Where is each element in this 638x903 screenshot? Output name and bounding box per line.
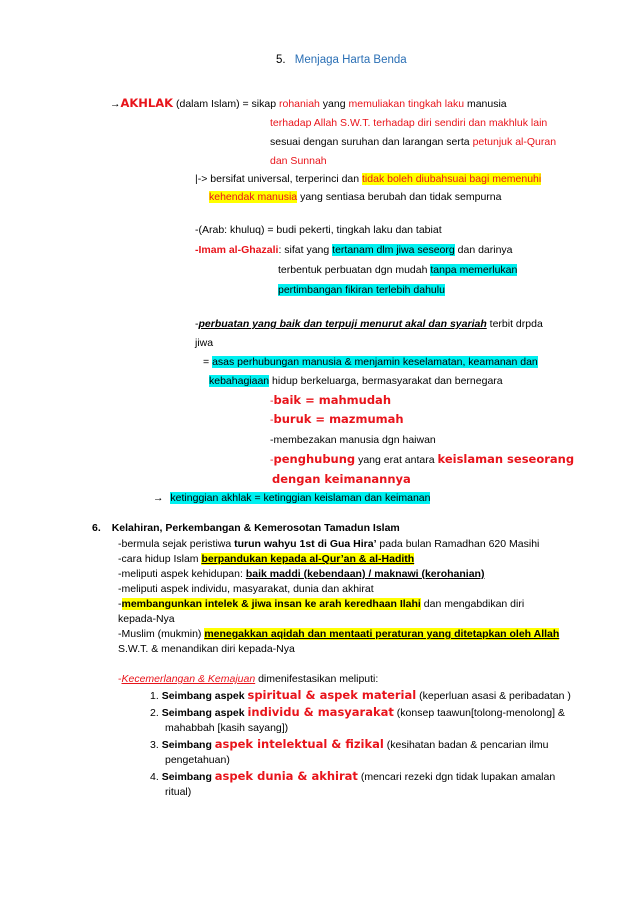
ghazali-text: : sifat yang: [278, 244, 333, 256]
section-6-heading: [92, 521, 400, 535]
asas-line-2: [209, 374, 503, 388]
kecemerlangan-line: -Kecemerlangan & Kemajuan dimenifestasikan meliputi:: [118, 673, 379, 685]
universal-line-2: [209, 190, 501, 204]
fizikal-word: fizikal: [345, 737, 384, 751]
s6-line-8: S.W.T. & menandikan diri kepada-Nya: [118, 643, 295, 655]
asas-highlight: asas perhubungan manusia & menjamin keselamatan, keamanan dan: [212, 356, 538, 368]
perbuatan-line: [195, 317, 543, 331]
buruk-line: -buruk = mazmumah: [270, 412, 404, 426]
s6-line-6: kepada-Nya: [118, 613, 175, 625]
ghazali-line-3: [278, 283, 445, 297]
s6-line-4: -meliputi aspek individu, masyarakat, dunia dan akhirat: [118, 583, 374, 595]
keimanan-word: dengan keimanannya: [272, 472, 411, 486]
perbuatan-dash: -: [195, 318, 199, 330]
section-5-title: Menjaga Harta Benda: [294, 54, 407, 66]
s6-line-5: -membangunkan intelek & jiwa insan ke arah keredhaan Ilahi dan mengabdikan diri: [118, 598, 525, 610]
arrow-right-icon: →: [110, 98, 121, 110]
perbuatan-line-2: jiwa: [195, 337, 214, 349]
ghazali-name: -Imam al-Ghazali: [195, 244, 279, 256]
material-word: aspek material: [319, 688, 417, 702]
kebahagiaan-highlight: kebahagiaan: [209, 375, 270, 387]
arab-definition: -(Arab: khuluq) = budi pekerti, tingkah laku dan tabiat: [195, 224, 442, 236]
akhlak-def-text-2: yang: [319, 98, 349, 110]
ghazali-l3-highlight: pertimbangan fikiran terlebih dahulu: [278, 284, 445, 296]
universal-text-2: yang sentiasa berubah dan tidak sempurna: [297, 191, 502, 203]
ghazali-l2-text: terbentuk perbuatan dgn mudah: [278, 264, 431, 276]
aqidah-highlight: menegakkan aqidah dan mentaati peraturan yang ditetapkan oleh Allah: [204, 628, 560, 640]
asas-line: [203, 355, 538, 369]
asas-text-2: hidup berkeluarga, bermasyarakat dan bernegara: [269, 375, 503, 387]
kecemerlangan-emphasis: Kecemerlangan & Kemajuan: [121, 673, 256, 685]
universal-text: |-> bersifat universal, terperinci dan: [195, 173, 363, 185]
list-item: 1. Seimbang aspek spiritual & aspek material (keperluan asasi & peribadatan ): [150, 688, 571, 702]
akhlak-definition: [110, 96, 507, 111]
ketinggian-line: [153, 491, 430, 505]
spiritual-word: spiritual: [247, 688, 302, 702]
section-5-heading: [276, 53, 407, 67]
akhlak-def-text: (dalam Islam) = sikap: [173, 98, 279, 110]
perbuatan-text: terbit drpda: [486, 318, 543, 330]
penghubung-word: penghubung: [273, 452, 356, 466]
ghazali-line: [195, 243, 513, 257]
intelektual-word: aspek intelektual: [214, 737, 328, 751]
kehendak-highlight: kehendak manusia: [209, 191, 298, 203]
membangunkan-highlight: membangunkan intelek & jiwa insan ke arah keredhaan Ilahi: [121, 598, 421, 610]
list-item-cont: ritual): [165, 786, 192, 798]
s6-line-3: -meliputi aspek kehidupan: baik maddi (kebendaan) / maknawi (kerohanian): [118, 568, 485, 580]
akhlak-def-line-2: terhadap Allah S.W.T. terhadap diri sendiri dan makhluk lain: [270, 117, 548, 129]
ghazali-highlight: tertanam dlm jiwa seseorg: [332, 244, 455, 256]
penghubung-line: -penghubung yang erat antara keislaman seseorang: [270, 452, 575, 466]
berpandukan-highlight: berpandukan kepada al-Qur’an & al-Hadith: [201, 553, 415, 565]
perbuatan-emphasis: perbuatan yang baik dan terpuji menurut akal dan syariah: [198, 318, 487, 330]
universal-highlight: tidak boleh diubahsuai bagi memenuhi: [362, 173, 542, 185]
akhlak-l3-text: sesuai dengan suruhan dan larangan serta: [270, 136, 473, 148]
list-item: 2. Seimbang aspek individu & masyarakat (konsep taawun[tolong-menolong] &: [150, 705, 565, 719]
akhlak-def-text-3: manusia: [464, 98, 507, 110]
list-item: 4. Seimbang aspek dunia & akhirat (mencari rezeki dgn tidak lupakan amalan: [150, 769, 556, 783]
dunia-word: aspek dunia: [214, 769, 294, 783]
akhlak-petunjuk: petunjuk al-Quran: [472, 136, 557, 148]
akhlak-word: AKHLAK: [120, 96, 174, 110]
ghazali-l2-highlight: tanpa memerlukan: [430, 264, 518, 276]
akhlak-memuliakan: memuliakan tingkah laku: [348, 98, 465, 110]
s6-line-7: -Muslim (mukmin) menegakkan aqidah dan mentaati peraturan yang ditetapkan oleh Allah: [118, 628, 560, 640]
s6-line-2: -cara hidup Islam berpandukan kepada al-Qur’an & al-Hadith: [118, 553, 415, 565]
s6-line-1: -bermula sejak peristiwa turun wahyu 1st di Gua Hira’ pada bulan Ramadhan 620 Masihi: [118, 538, 540, 550]
ghazali-text-2: dan darinya: [454, 244, 513, 256]
ketinggian-highlight: ketinggian akhlak = ketinggian keislaman dan keimanan: [170, 492, 431, 504]
penghubung-line-2: [272, 472, 411, 487]
section-6-number: 6.: [92, 522, 101, 534]
maddi-maknawi: baik maddi (kebendaan) / maknawi (kerohanian): [245, 568, 485, 580]
buruk-mazmumah: buruk = mazmumah: [273, 412, 404, 426]
keislaman-word: keislaman seseorang: [437, 452, 575, 466]
masyarakat-word: masyarakat: [317, 705, 394, 719]
list-item-cont: mahabbah [kasih sayang]): [165, 722, 289, 734]
membezakan-line: -membezakan manusia dgn haiwan: [270, 434, 436, 446]
ghazali-line-2: [278, 263, 517, 277]
wahyu-emphasis: turun wahyu 1st di Gua Hira’: [234, 538, 377, 550]
universal-line: [195, 172, 541, 186]
akhlak-def-line-4: dan Sunnah: [270, 155, 327, 167]
baik-mahmudah: baik = mahmudah: [273, 393, 392, 407]
arrow-right-icon: →: [153, 492, 164, 504]
section-6-title: Kelahiran, Perkembangan & Kemerosotan Tamadun Islam: [111, 522, 400, 534]
asas-equals: =: [203, 356, 213, 368]
list-item-cont: pengetahuan): [165, 754, 230, 766]
list-item: 3. Seimbang aspek intelektual & fizikal (kesihatan badan & pencarian ilmu: [150, 737, 549, 751]
akhirat-word: akhirat: [311, 769, 358, 783]
akhlak-rohaniah: rohaniah: [279, 98, 320, 110]
akhlak-def-line-3: [270, 135, 556, 149]
baik-line: -baik = mahmudah: [270, 393, 392, 407]
penghubung-text: yang erat antara: [355, 454, 438, 466]
section-5-number: 5.: [276, 54, 286, 66]
individu-word: individu: [247, 705, 300, 719]
